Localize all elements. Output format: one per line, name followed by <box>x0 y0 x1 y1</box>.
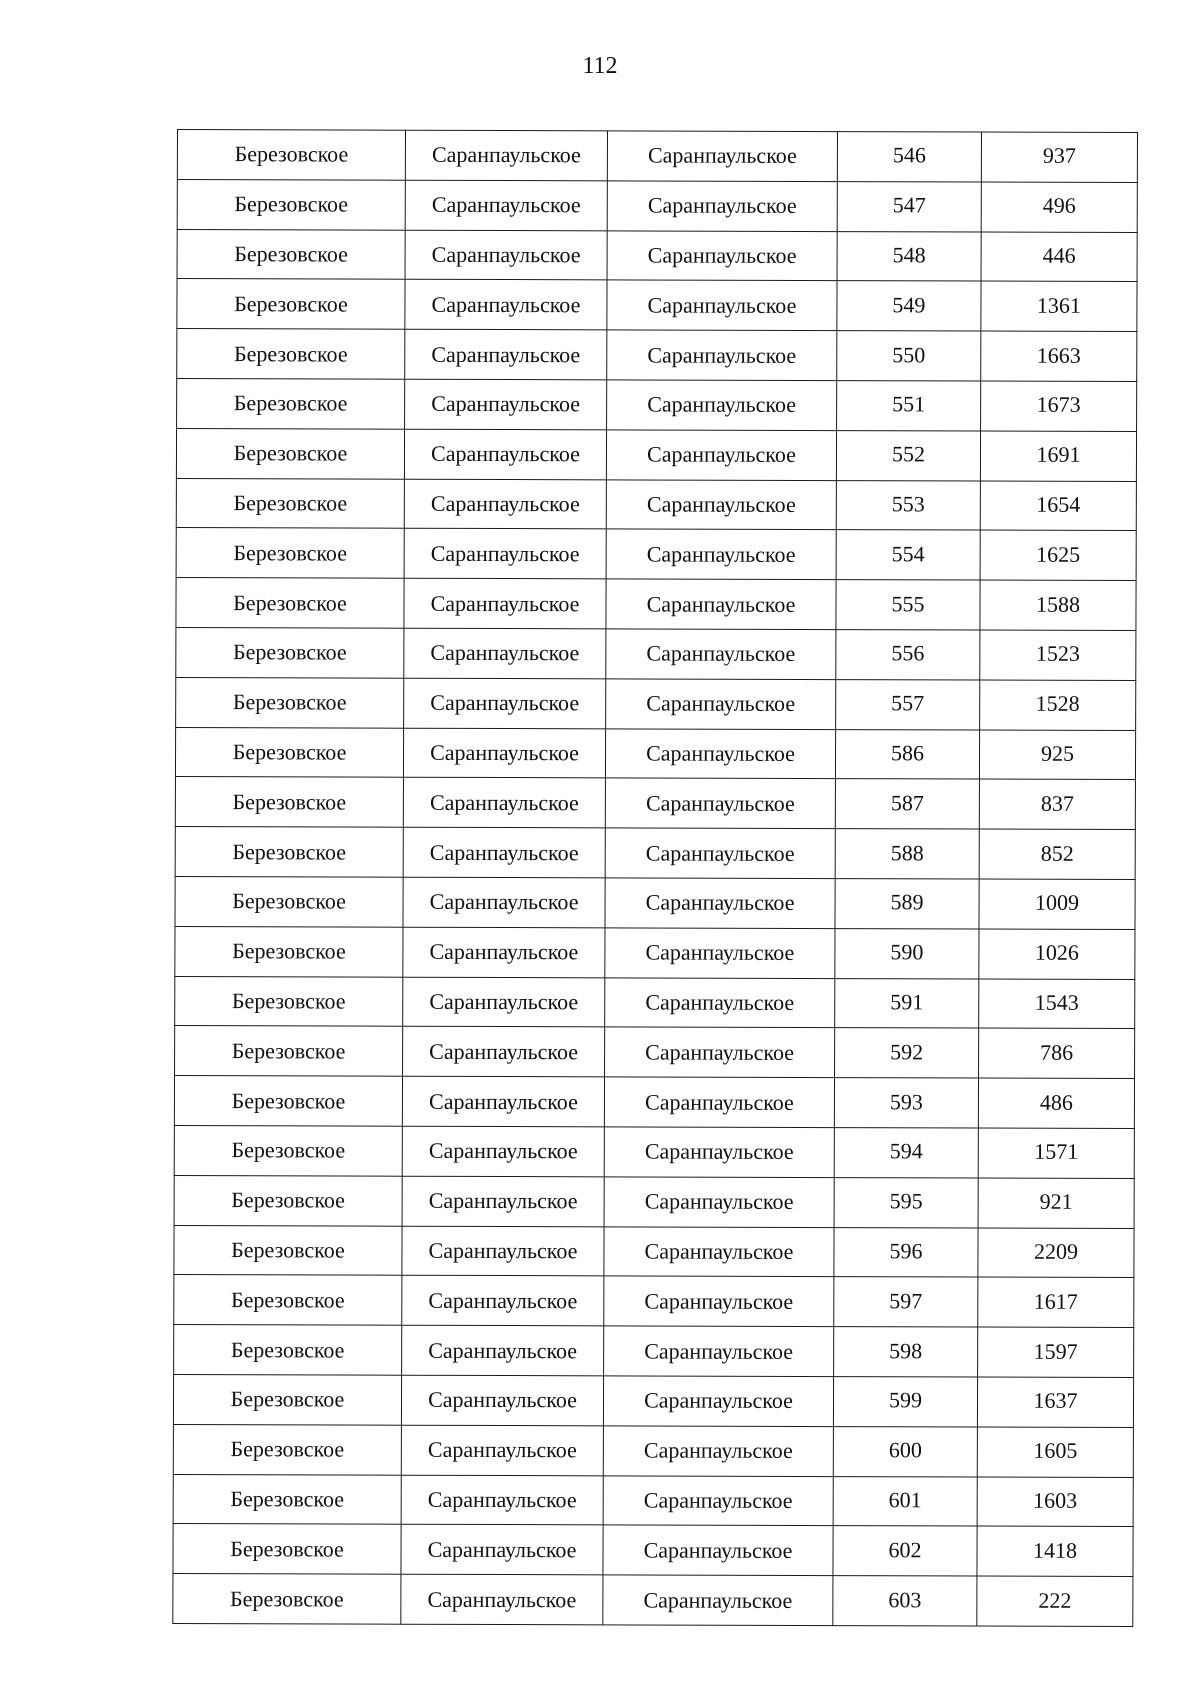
district-cell: Березовское <box>175 727 403 778</box>
locality-cell: Саранпаульское <box>603 1376 833 1427</box>
table-body <box>173 130 1138 1627</box>
locality-cell: Саранпаульское <box>606 430 836 481</box>
settlement-cell: Саранпаульское <box>402 1276 604 1326</box>
settlement-cell: Саранпаульское <box>405 180 607 230</box>
number-cell: 603 <box>833 1576 977 1626</box>
district-cell: Березовское <box>175 777 403 828</box>
value-cell: 496 <box>981 182 1137 232</box>
locality-cell: Саранпаульское <box>604 1326 834 1377</box>
table-row <box>175 727 1135 780</box>
district-cell: Березовское <box>177 179 405 230</box>
locality-cell: Саранпаульское <box>604 1276 834 1327</box>
number-cell: 557 <box>836 679 980 729</box>
settlement-cell: Саранпаульское <box>404 529 606 579</box>
locality-cell: Саранпаульское <box>603 1575 833 1626</box>
settlement-cell: Саранпаульское <box>402 1325 604 1375</box>
locality-cell: Саранпаульское <box>607 230 837 281</box>
number-cell: 593 <box>834 1078 978 1128</box>
table-row <box>177 329 1137 382</box>
district-cell: Березовское <box>174 1125 402 1176</box>
table-row <box>175 926 1135 979</box>
table-row <box>176 627 1136 680</box>
locality-cell: Саранпаульское <box>605 1027 835 1078</box>
number-cell: 588 <box>835 829 979 879</box>
district-cell: Березовское <box>177 279 405 330</box>
settlement-cell: Саранпаульское <box>405 379 607 429</box>
value-cell: 1543 <box>979 979 1135 1029</box>
locality-cell: Саранпаульское <box>605 828 835 879</box>
district-cell: Березовское <box>174 1076 402 1127</box>
district-cell: Березовское <box>173 1524 401 1575</box>
locality-cell: Саранпаульское <box>604 1127 834 1178</box>
value-cell: 852 <box>979 829 1135 879</box>
value-cell: 1588 <box>980 580 1136 630</box>
value-cell: 937 <box>981 132 1137 182</box>
table-row <box>177 279 1137 332</box>
settlement-cell: Саранпаульское <box>403 877 605 927</box>
district-cell: Березовское <box>177 378 405 429</box>
table-row <box>177 130 1137 183</box>
locality-cell: Саранпаульское <box>604 1077 834 1128</box>
table-row <box>174 1275 1134 1328</box>
value-cell: 1637 <box>977 1377 1133 1427</box>
locality-cell: Саранпаульское <box>603 1475 833 1526</box>
number-cell: 591 <box>835 978 979 1028</box>
locality-cell: Саранпаульское <box>607 280 837 331</box>
value-cell: 1523 <box>980 630 1136 680</box>
district-cell: Березовское <box>176 428 404 479</box>
page-number: 112 <box>582 53 618 79</box>
table-row <box>174 1076 1134 1129</box>
table-row <box>175 827 1135 880</box>
district-cell: Березовское <box>174 1225 402 1276</box>
table-row <box>176 478 1136 531</box>
value-cell: 1605 <box>977 1427 1133 1477</box>
number-cell: 555 <box>836 580 980 630</box>
district-cell: Березовское <box>175 976 403 1027</box>
table-row <box>173 1574 1133 1627</box>
number-cell: 590 <box>835 928 979 978</box>
number-cell: 586 <box>835 729 979 779</box>
table-row <box>173 1524 1133 1577</box>
district-cell: Березовское <box>175 827 403 878</box>
value-cell: 1603 <box>977 1477 1133 1527</box>
value-cell: 1625 <box>980 530 1136 580</box>
value-cell: 1009 <box>979 879 1135 929</box>
table-row <box>173 1424 1133 1477</box>
settlement-cell: Саранпаульское <box>405 329 607 379</box>
table-row <box>176 528 1136 581</box>
district-cell: Березовское <box>173 1424 401 1475</box>
table-row <box>174 1325 1134 1378</box>
table-row <box>175 777 1135 830</box>
settlement-cell: Саранпаульское <box>402 1176 604 1226</box>
settlement-cell: Саранпаульское <box>403 728 605 778</box>
settlement-cell: Саранпаульское <box>402 1226 604 1276</box>
number-cell: 597 <box>834 1277 978 1327</box>
value-cell: 1418 <box>977 1526 1133 1576</box>
value-cell: 1361 <box>981 281 1137 331</box>
district-cell: Березовское <box>176 528 404 579</box>
table-row <box>175 876 1135 929</box>
district-cell: Березовское <box>175 926 403 977</box>
table-row <box>176 428 1136 481</box>
number-cell: 552 <box>836 430 980 480</box>
district-cell: Березовское <box>174 1325 402 1376</box>
locality-cell: Саранпаульское <box>606 579 836 630</box>
value-cell: 2209 <box>978 1228 1134 1278</box>
settlement-cell: Саранпаульское <box>404 429 606 479</box>
settlement-cell: Саранпаульское <box>403 977 605 1027</box>
value-cell: 222 <box>977 1576 1133 1626</box>
district-cell: Березовское <box>176 627 404 678</box>
settlement-cell: Саранпаульское <box>404 578 606 628</box>
locality-cell: Саранпаульское <box>606 679 836 730</box>
locality-cell: Саранпаульское <box>607 380 837 431</box>
table-row <box>174 1125 1134 1178</box>
district-cell: Березовское <box>176 578 404 629</box>
value-cell: 1528 <box>980 680 1136 730</box>
settlement-cell: Саранпаульское <box>405 130 607 180</box>
number-cell: 598 <box>834 1327 978 1377</box>
value-cell: 786 <box>979 1028 1135 1078</box>
number-cell: 553 <box>836 480 980 530</box>
district-cell: Березовское <box>177 229 405 280</box>
number-cell: 587 <box>835 779 979 829</box>
locality-cell: Саранпаульское <box>605 778 835 829</box>
table-row <box>177 229 1137 282</box>
settlement-cell: Саранпаульское <box>402 1126 604 1176</box>
locality-cell: Саранпаульское <box>605 977 835 1028</box>
value-cell: 1571 <box>978 1128 1134 1178</box>
table-row <box>175 976 1135 1029</box>
number-cell: 556 <box>836 630 980 680</box>
number-cell: 600 <box>833 1426 977 1476</box>
number-cell: 546 <box>837 132 981 182</box>
value-cell: 921 <box>978 1178 1134 1228</box>
value-cell: 1673 <box>981 381 1137 431</box>
settlement-cell: Саранпаульское <box>402 1076 604 1126</box>
number-cell: 548 <box>837 231 981 281</box>
data-table <box>172 129 1138 1627</box>
district-cell: Березовское <box>176 478 404 529</box>
number-cell: 592 <box>835 1028 979 1078</box>
number-cell: 596 <box>834 1227 978 1277</box>
table-row <box>177 378 1137 431</box>
table-row <box>176 677 1136 730</box>
locality-cell: Саранпаульское <box>603 1525 833 1576</box>
settlement-cell: Саранпаульское <box>403 927 605 977</box>
locality-cell: Саранпаульское <box>607 131 837 182</box>
locality-cell: Саранпаульское <box>606 629 836 680</box>
settlement-cell: Саранпаульское <box>403 778 605 828</box>
locality-cell: Саранпаульское <box>607 330 837 381</box>
locality-cell: Саранпаульское <box>605 728 835 779</box>
number-cell: 549 <box>837 281 981 331</box>
table-row <box>176 578 1136 631</box>
locality-cell: Саранпаульское <box>604 1226 834 1277</box>
value-cell: 925 <box>979 730 1135 780</box>
district-cell: Березовское <box>175 876 403 927</box>
value-cell: 1691 <box>980 431 1136 481</box>
settlement-cell: Саранпаульское <box>401 1525 603 1575</box>
settlement-cell: Саранпаульское <box>403 1027 605 1077</box>
district-cell: Березовское <box>173 1374 401 1425</box>
number-cell: 599 <box>833 1376 977 1426</box>
district-cell: Березовское <box>173 1474 401 1525</box>
value-cell: 1597 <box>978 1327 1134 1377</box>
table-row <box>173 1474 1133 1527</box>
number-cell: 601 <box>833 1476 977 1526</box>
number-cell: 589 <box>835 879 979 929</box>
locality-cell: Саранпаульское <box>603 1426 833 1477</box>
settlement-cell: Саранпаульское <box>401 1375 603 1425</box>
value-cell: 1663 <box>981 331 1137 381</box>
table-row <box>175 1026 1135 1079</box>
locality-cell: Саранпаульское <box>606 479 836 530</box>
number-cell: 602 <box>833 1526 977 1576</box>
value-cell: 1026 <box>979 929 1135 979</box>
value-cell: 1617 <box>978 1277 1134 1327</box>
table-row <box>174 1225 1134 1278</box>
district-cell: Березовское <box>175 1026 403 1077</box>
locality-cell: Саранпаульское <box>606 529 836 580</box>
settlement-cell: Саранпаульское <box>404 628 606 678</box>
number-cell: 554 <box>836 530 980 580</box>
settlement-cell: Саранпаульское <box>405 280 607 330</box>
settlement-cell: Саранпаульское <box>404 678 606 728</box>
settlement-cell: Саранпаульское <box>404 479 606 529</box>
locality-cell: Саранпаульское <box>607 181 837 232</box>
settlement-cell: Саранпаульское <box>401 1574 603 1624</box>
table-row <box>173 1374 1133 1427</box>
district-cell: Березовское <box>177 130 405 181</box>
locality-cell: Саранпаульское <box>604 1177 834 1228</box>
table-row <box>177 179 1137 232</box>
number-cell: 547 <box>837 181 981 231</box>
district-cell: Березовское <box>174 1275 402 1326</box>
value-cell: 446 <box>981 232 1137 282</box>
value-cell: 486 <box>978 1078 1134 1128</box>
district-cell: Березовское <box>177 329 405 380</box>
settlement-cell: Саранпаульское <box>403 827 605 877</box>
table-row <box>174 1175 1134 1228</box>
number-cell: 594 <box>834 1128 978 1178</box>
number-cell: 595 <box>834 1177 978 1227</box>
locality-cell: Саранпаульское <box>605 878 835 929</box>
district-cell: Березовское <box>176 677 404 728</box>
district-cell: Березовское <box>174 1175 402 1226</box>
number-cell: 551 <box>837 381 981 431</box>
value-cell: 837 <box>979 779 1135 829</box>
settlement-cell: Саранпаульское <box>401 1475 603 1525</box>
value-cell: 1654 <box>980 481 1136 531</box>
settlement-cell: Саранпаульское <box>401 1425 603 1475</box>
number-cell: 550 <box>837 331 981 381</box>
settlement-cell: Саранпаульское <box>405 230 607 280</box>
district-cell: Березовское <box>173 1574 401 1625</box>
locality-cell: Саранпаульское <box>605 928 835 979</box>
